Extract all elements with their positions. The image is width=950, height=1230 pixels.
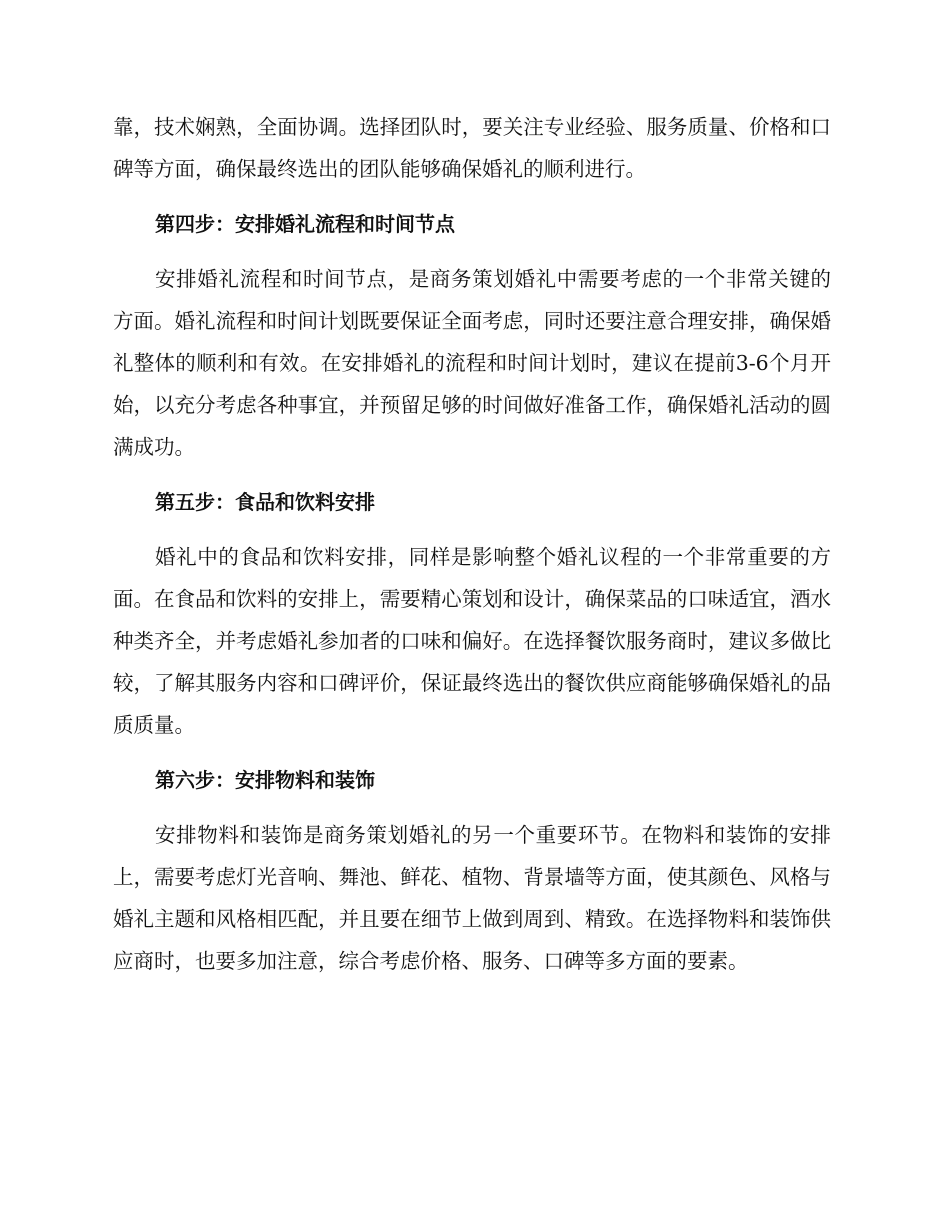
section-step-six xyxy=(113,760,831,982)
section-paragraph: 安排婚礼流程和时间节点，是商务策划婚礼中需要考虑的一个非常关键的方面。婚礼流程和时间计划既要保证全面考虑，同时还要注意合理安排，确保婚礼整体的顺利和有效。在安排婚礼的流程和时间计划时，建议在提前3-6个月开始，以充分考虑各种事宜，并预留足够的时间做好准备工作，确保婚礼活动的圆满成功。 xyxy=(113,267,831,459)
continuation-paragraph: 靠，技术娴熟，全面协调。选择团队时，要关注专业经验、服务质量、价格和口碑等方面，确保最终选出的团队能够确保婚礼的顺利进行。 xyxy=(113,115,831,181)
section-heading: 第六步：安排物料和装饰 xyxy=(155,768,375,792)
section-paragraph: 安排物料和装饰是商务策划婚礼的另一个重要环节。在物料和装饰的安排上，需要考虑灯光音响、舞池、鲜花、植物、背景墙等方面，使其颜色、风格与婚礼主题和风格相匹配，并且要在细节上做到周到、精致。在选择物料和装饰供应商时，也要多加注意，综合考虑价格、服务、口碑等多方面的要素。 xyxy=(113,823,831,973)
section-heading: 第五步：食品和饮料安排 xyxy=(155,490,375,514)
section-paragraph: 婚礼中的食品和饮料安排，同样是影响整个婚礼议程的一个非常重要的方面。在食品和饮料的安排上，需要精心策划和设计，确保菜品的口味适宜，酒水种类齐全，并考虑婚礼参加者的口味和偏好。在选择餐饮服务商时，建议多做比较，了解其服务内容和口碑评价，保证最终选出的餐饮供应商能够确保婚礼的品质质量。 xyxy=(113,545,831,737)
section-step-four xyxy=(113,204,831,468)
document-body xyxy=(113,106,831,982)
section-step-five xyxy=(113,482,831,746)
section-heading: 第四步：安排婚礼流程和时间节点 xyxy=(155,212,455,236)
